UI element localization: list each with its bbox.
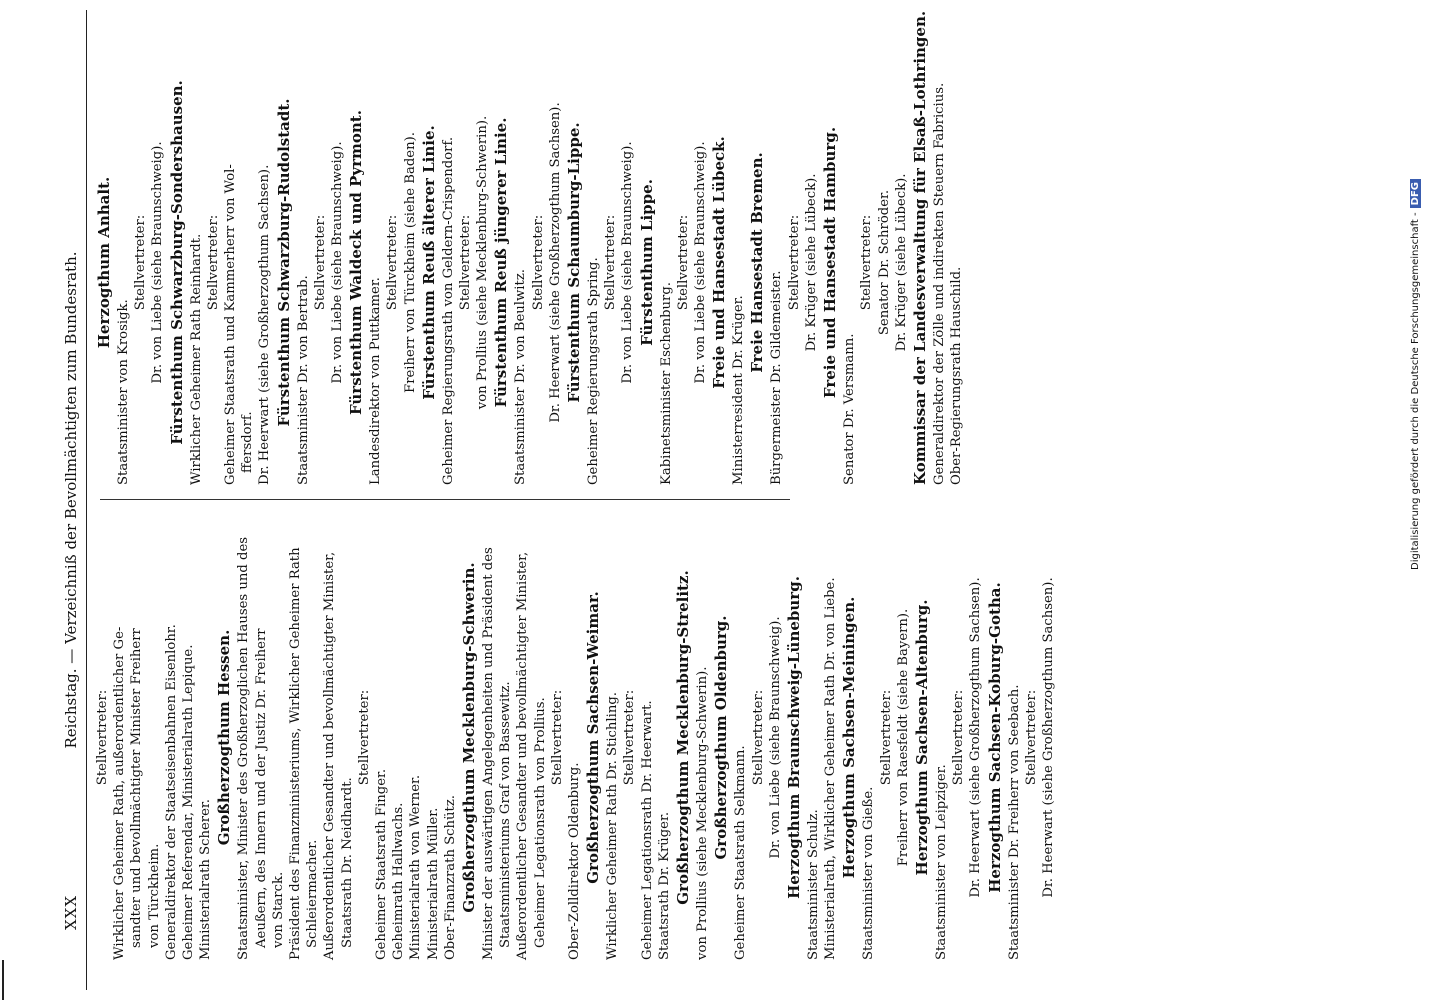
text-line: sandter und bevollmächtigter Minister Freiherr [129, 628, 145, 948]
text-line: Senator Dr. Versmann. [842, 333, 858, 485]
text-line: Geheimer Legationsrath Dr. Heerwart. [639, 700, 655, 960]
text-line: Geheimer Staatsrath und Kammerherr von Wol- [223, 164, 239, 485]
text-line: Minister der auswärtigen Angelegenheiten und Präsident des [481, 547, 497, 960]
text-line: Stellvertreter: [312, 214, 328, 311]
text-line: Dr. Heerwart (siehe Großherzogthum Sachsen). [547, 102, 563, 423]
text-line: Geheimer Regierungsrath von Geldern-Crispendorf. [440, 136, 456, 485]
text-line: Stellvertreter: [95, 689, 110, 786]
text-line: Bürgermeister Dr. Gildemeister. [769, 270, 785, 485]
section-heading: Herzogthum Braunschweig-Lüneburg. [784, 576, 803, 899]
text-line: Stellvertreter: [750, 689, 766, 786]
text-line: Stellvertreter: [622, 689, 638, 786]
section-heading: Fürstenthum Reuß jüngerer Linie. [492, 117, 511, 408]
page-number: XXX [62, 894, 80, 930]
text-line: Staatsminister, Minister des Großherzoglichen Hauses und des [236, 536, 252, 960]
text-line: Landesdirektor von Puttkamer. [368, 277, 384, 485]
text-line: Schleiermacher. [305, 839, 321, 948]
section-heading: Fürstenthum Reuß älterer Linie. [419, 125, 438, 400]
text-line: Wirklicher Geheimer Rath, außerordentlicher Ge- [112, 626, 128, 960]
section-heading: Freie und Hansestadt Hamburg. [821, 126, 840, 399]
dfg-notice-text: Digitalisierung gefördert durch die Deutsche Forschungsgemeinschaft - [1410, 212, 1421, 570]
running-title: Reichstag. — Verzeichniß der Bevollmächtigten zum Bundesrath. [62, 251, 80, 749]
text-line: Dr. von Liebe (siehe Braunschweig). [693, 141, 709, 384]
section-heading: Herzogthum Sachsen-Koburg-Gotha. [985, 582, 1004, 893]
section-heading: Großherzogthum Sachsen-Weimar. [584, 591, 603, 884]
section-heading: Fürstenthum Schaumburg-Lippe. [565, 122, 584, 403]
text-line: Staatsministeriums Graf von Bassewitz. [498, 681, 514, 948]
text-line: Stellvertreter: [458, 214, 474, 311]
text-line: Dr. Krüger (siehe Lübeck). [893, 173, 909, 352]
text-line: von Starck. [270, 871, 286, 948]
section-heading: Großherzogthum Mecklenburg-Schwerin. [460, 562, 479, 913]
text-line: Dr. Krüger (siehe Lübeck). [803, 173, 819, 352]
section-heading: Großherzogthum Mecklenburg-Strelitz. [674, 570, 693, 905]
rotated-page-content [50, 10, 1380, 990]
text-line: Geheimer Staatsrath Finger. [374, 768, 390, 960]
text-line: Präsident des Finanzministeriums, Wirklicher Geheimer Rath [288, 547, 304, 960]
section-heading: Herzogthum Anhalt. [95, 176, 113, 349]
text-line: Staatsminister Dr. von Bertrab. [295, 275, 311, 485]
text-line: Senator Dr. Schröder. [876, 189, 892, 336]
text-line: Ministerialrath, Wirklicher Geheimer Rath Dr. von Liebe. [823, 577, 839, 960]
text-line: Stellvertreter: [356, 689, 372, 786]
text-line: Freiherr von Türckheim (siehe Baden). [402, 132, 418, 393]
text-line: Stellvertreter: [951, 689, 967, 786]
text-line: Dr. Heerwart (siehe Großherzogthum Sachsen). [1040, 577, 1056, 898]
text-line: Dr. Heerwart (siehe Großherzogthum Sachsen). [257, 164, 273, 485]
section-heading: Herzogthum Sachsen-Altenburg. [912, 599, 931, 876]
section-heading: Herzogthum Sachsen-Meiningen. [840, 596, 859, 879]
text-line: Generaldirektor der Staatseisenbahnen Eisenlohr. [163, 624, 179, 960]
text-line: Staatsminister Dr. von Beulwitz. [513, 269, 529, 485]
text-line: Stellvertreter: [859, 214, 875, 311]
text-line: Ober-Finanzrath Schütz. [442, 795, 458, 960]
text-line: Ober-Regierungsrath Hauschild. [949, 266, 965, 485]
section-heading: Fürstenthum Schwarzburg-Rudolstadt. [274, 98, 293, 427]
text-line: Stellvertreter: [549, 689, 565, 786]
section-heading: Fürstenthum Schwarzburg-Sondershausen. [167, 80, 186, 445]
text-line: Dr. Heerwart (siehe Großherzogthum Sachsen). [968, 577, 984, 898]
text-line: Geheimer Referendar, Ministerialrath Lepique. [181, 644, 197, 960]
text-line: Aeußern, des Innern und der Justiz Dr. Freiherr [253, 628, 269, 948]
text-line: Dr. von Liebe (siehe Braunschweig). [150, 141, 166, 384]
scan-edge-mark [2, 960, 4, 1000]
text-line: Außerordentlicher Gesandter und bevollmächtigter Minister, [322, 551, 338, 960]
text-line: Stellvertreter: [603, 214, 619, 311]
text-line: Generaldirektor der Zölle und indirekten Steuern Fabricius. [931, 82, 947, 485]
left-column [94, 515, 1057, 960]
text-line: Ober-Zolldirektor Oldenburg. [567, 762, 583, 960]
text-line: Außerordentlicher Gesandter und bevollmächtigter Minister, [515, 551, 531, 960]
text-line: Dr. von Liebe (siehe Braunschweig). [767, 616, 783, 859]
text-line: von Prollius (siehe Mecklenburg-Schwerin). [475, 115, 491, 410]
text-line: Geheimrath Hallwachs. [391, 802, 407, 960]
dfg-logo: DFG [1410, 179, 1421, 208]
text-line: Stellvertreter: [385, 214, 401, 311]
text-line: von Prollius (siehe Mecklenburg-Schwerin). [695, 666, 711, 960]
text-line: Staatsminister von Gieße. [861, 786, 877, 960]
text-line: ffersdorf. [240, 411, 256, 473]
text-line: von Türckheim. [146, 843, 162, 948]
text-line: Dr. von Liebe (siehe Braunschweig). [330, 141, 346, 384]
text-line: Staatsminister von Leipziger. [933, 764, 949, 960]
text-line: Ministerresident Dr. Krüger. [731, 295, 747, 485]
page-header [58, 10, 87, 990]
text-line: Ministerialrath Müller. [425, 807, 441, 960]
text-line: Ministerialrath Scherer. [198, 799, 214, 960]
text-line: Staatsminister Dr. Freiherr von Seebach. [1006, 684, 1022, 960]
text-line: Ministerialrath von Werner. [408, 774, 424, 960]
text-line: Stellvertreter: [786, 214, 802, 311]
text-line: Freiherr von Raesfeldt (siehe Bayern). [895, 608, 911, 867]
text-line: Kabinetsminister Eschenburg. [658, 282, 674, 485]
right-column [94, 10, 965, 485]
text-line: Stellvertreter: [530, 214, 546, 311]
section-heading: Freie Hansestadt Bremen. [748, 152, 767, 373]
text-line: Dr. von Liebe (siehe Braunschweig). [620, 141, 636, 384]
section-heading: Fürstenthum Lippe. [637, 179, 656, 346]
text-line: Staatsminister Schulz. [805, 809, 821, 960]
section-heading: Großherzogthum Oldenburg. [712, 615, 731, 860]
dfg-notice [1410, 10, 1428, 570]
text-line: Stellvertreter: [1023, 689, 1039, 786]
text-line: Staatsminister von Krosigk. [116, 299, 131, 485]
text-line: Stellvertreter: [675, 214, 691, 311]
text-line: Staatsrath Dr. Neidhardt. [339, 777, 355, 948]
text-line: Wirklicher Geheimer Rath Dr. Stichling. [605, 692, 621, 960]
section-heading: Großherzogthum Hessen. [215, 629, 234, 846]
text-line: Stellvertreter: [878, 689, 894, 786]
section-heading: Kommissar der Landesverwaltung für Elsaß-Lothringen. [910, 10, 929, 485]
section-heading: Fürstenthum Waldeck und Pyrmont. [347, 110, 366, 415]
text-line: Geheimer Staatsrath Selkmann. [733, 745, 749, 960]
text-line: Geheimer Legationsrath von Prollius. [532, 697, 548, 948]
text-line: Geheimer Regierungsrath Spring. [586, 257, 602, 485]
text-line: Stellvertreter: [133, 214, 149, 311]
text-line: Stellvertreter: [205, 214, 221, 311]
section-heading: Freie und Hansestadt Lübeck. [710, 136, 729, 389]
text-line: Wirklicher Geheimer Rath Reinhardt. [188, 233, 204, 485]
text-line: Staatsrath Dr. Krüger. [656, 811, 672, 960]
column-divider [100, 499, 790, 500]
